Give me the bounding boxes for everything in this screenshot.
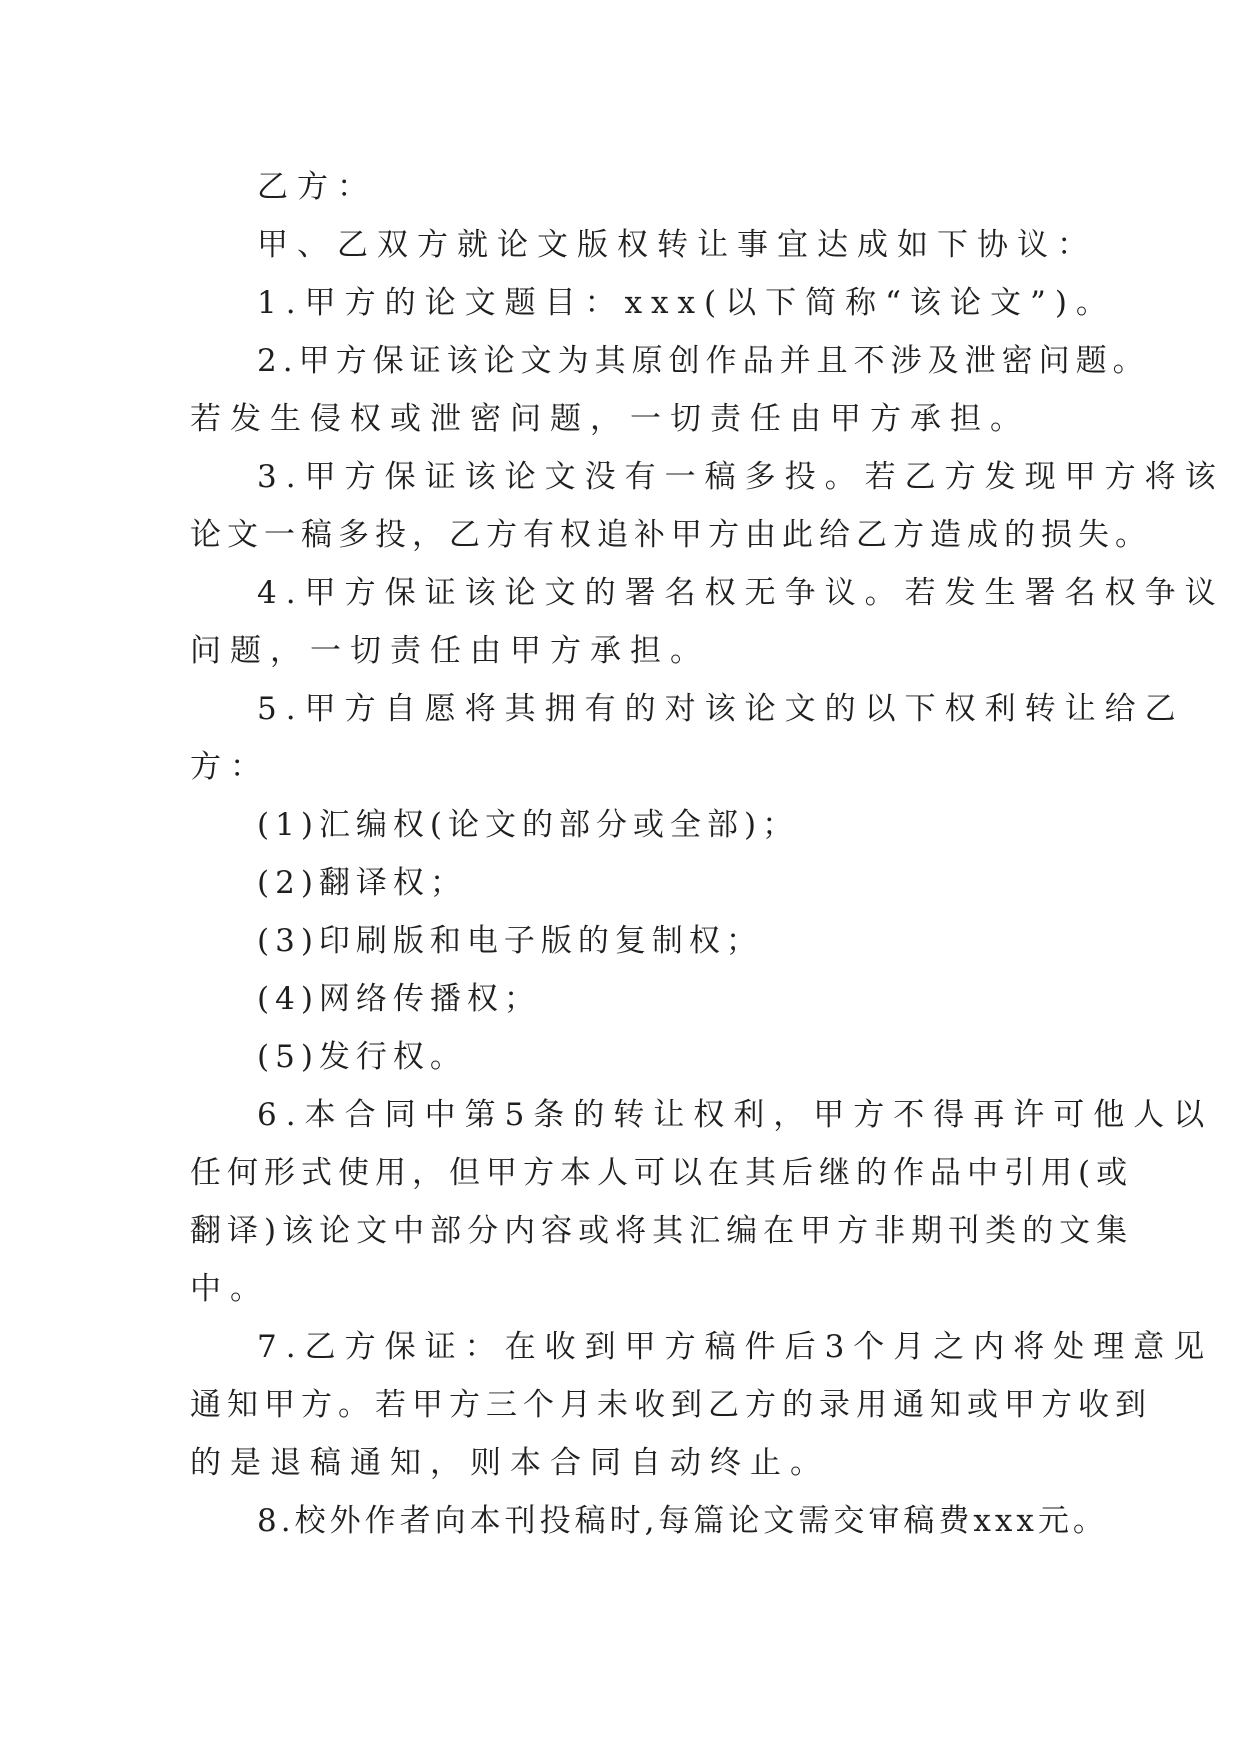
line-clause-8: 8.校外作者向本刊投稿时,每篇论文需交审稿费xxx元。 [257,1503,1108,1539]
line-agreement-intro: 甲、乙双方就论文版权转让事宜达成如下协议： [257,227,1097,263]
line-clause-3a: 3.甲方保证该论文没有一稿多投。若乙方发现甲方将该 [257,459,1225,495]
line-party-b: 乙方： [257,169,377,205]
line-clause-7a: 7.乙方保证：在收到甲方稿件后3个月之内将处理意见 [257,1329,1214,1365]
line-clause-7c: 的是退稿通知，则本合同自动终止。 [190,1445,830,1481]
line-clause-5a: 5.甲方自愿将其拥有的对该论文的以下权利转让给乙 [257,691,1185,727]
line-clause-3b: 论文一稿多投，乙方有权追补甲方由此给乙方造成的损失。 [190,517,1152,553]
line-clause-6c: 翻译)该论文中部分内容或将其汇编在甲方非期刊类的文集 [190,1213,1134,1249]
line-clause-2a: 2.甲方保证该论文为其原创作品并且不涉及泄密问题。 [257,343,1150,379]
line-clause-4a: 4.甲方保证该论文的署名权无争议。若发生署名权争议 [257,575,1225,611]
line-right-3: (3)印刷版和电子版的复制权； [257,923,763,959]
line-clause-2b: 若发生侵权或泄密问题，一切责任由甲方承担。 [190,401,1030,437]
line-clause-6a: 6.本合同中第5条的转让权利，甲方不得再许可他人以 [257,1097,1214,1133]
line-right-1: (1)汇编权(论文的部分或全部)； [257,807,800,843]
line-right-4: (4)网络传播权； [257,981,541,1017]
line-clause-6d: 中。 [190,1271,270,1307]
line-clause-5b: 方： [190,749,270,785]
line-clause-1: 1.甲方的论文题目：xxx(以下简称“该论文”)。 [257,285,1116,321]
line-clause-6b: 任何形式使用，但甲方本人可以在其后继的作品中引用(或 [190,1155,1134,1191]
line-clause-4b: 问题，一切责任由甲方承担。 [190,633,710,669]
line-right-5: (5)发行权。 [257,1039,467,1075]
line-clause-7b: 通知甲方。若甲方三个月未收到乙方的录用通知或甲方收到 [190,1387,1152,1423]
line-right-2: (2)翻译权； [257,865,467,901]
